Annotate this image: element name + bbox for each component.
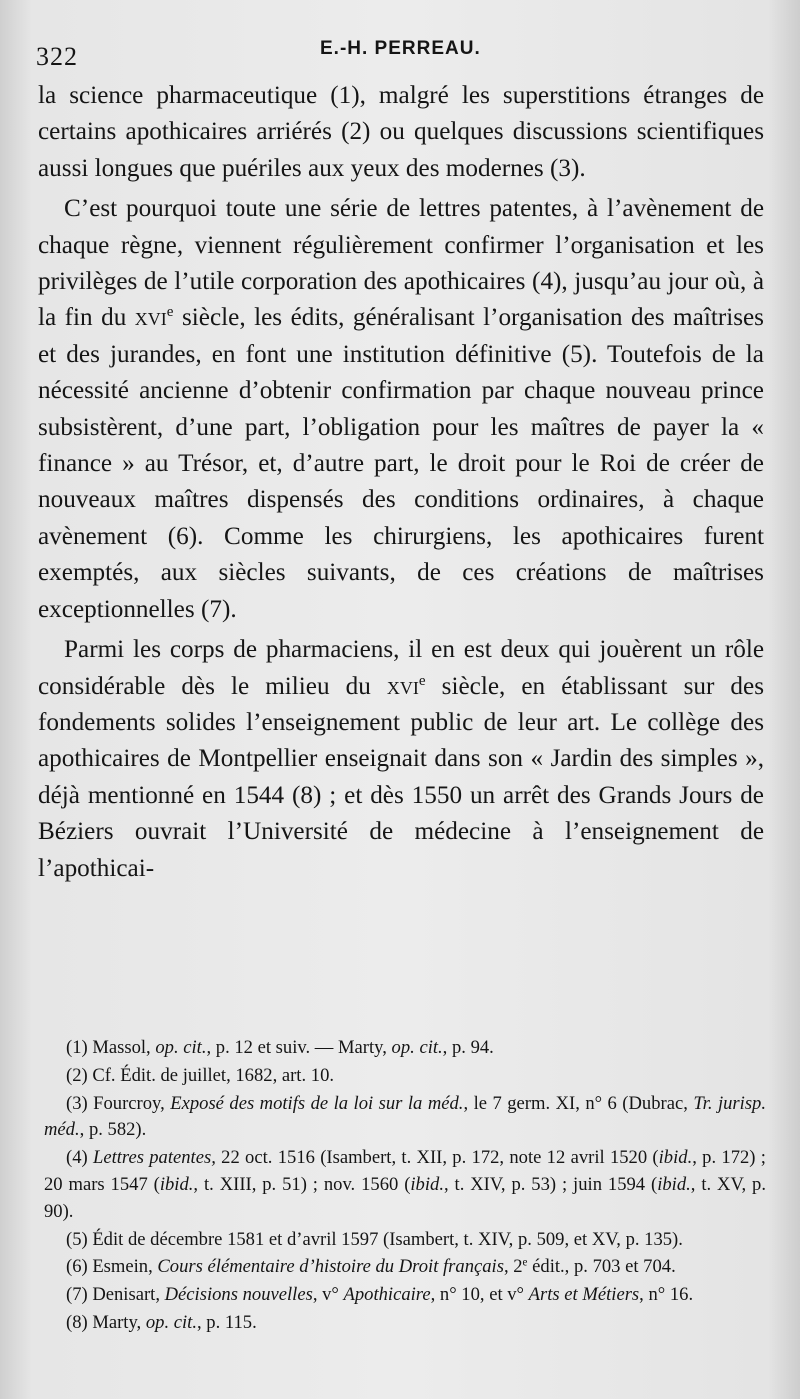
footnote-italic: ibid. — [159, 1173, 194, 1195]
superscript: e — [166, 304, 174, 321]
footnote-italic: Exposé des motifs de la loi sur la méd. — [170, 1092, 464, 1114]
footnote-text: , p. 172) ; 20 mars 1547 ( — [44, 1147, 766, 1195]
footnote-4 — [44, 1145, 766, 1225]
footnote-text: (7) Denisart, — [66, 1284, 165, 1306]
footnote-italic: Lettres patentes, — [92, 1147, 216, 1169]
footnote-text: , v° — [312, 1284, 344, 1306]
footnote-text: , t. XIII, p. 51) ; nov. 1560 ( — [193, 1173, 411, 1195]
paragraph-2-text-a: C’est pourquoi toute une série de lettres patentes, à l’avènement de chaque règne, viennent régulièrement confirmer l’organisation et les privilèges de l’utile corporation des apothicaires (4), jusqu’au jour où, à la fin du — [38, 195, 764, 332]
paragraph-3-text-b: siècle, en établissant sur des fondements solides l’enseignement public de leur art. Le collège des apothicaires de Montpellier enseignait dans son « Jardin des simples », déjà mentionné en 1544 (8) ; et dès 1550 un arrêt des Grands Jours de Béziers ouvrait l’Université de médecine à l’enseignement de l’apothicai- — [38, 672, 764, 882]
footnote-italic: ibid. — [658, 1147, 693, 1169]
footnote-2 — [44, 1063, 766, 1090]
footnote-italic: Décisions nouvelles — [164, 1284, 313, 1306]
body-text — [38, 78, 764, 887]
footnotes — [44, 1035, 766, 1337]
footnote-italic: op. cit. — [145, 1311, 197, 1333]
superscript: e — [418, 672, 426, 689]
footnote-7 — [44, 1282, 766, 1309]
footnote-text: , t. XV, p. 90). — [44, 1173, 766, 1222]
footnote-text: édit., p. 703 et 704. — [527, 1256, 676, 1278]
footnote-text: , 2 — [503, 1256, 523, 1278]
paragraph-3 — [38, 632, 764, 887]
footnote-text: , t. XIV, p. 53) ; juin 1594 ( — [443, 1173, 658, 1195]
footnote-italic: Arts et Métiers — [528, 1284, 640, 1306]
footnote-text: , le 7 germ. XI, n° 6 (Dubrac, — [463, 1092, 694, 1114]
paragraph-1-text: la science pharmaceutique (1), malgré les superstitions étranges de certains apothicaires arriérés (2) ou quelques discussions scientifiques aussi longues que puériles aux yeux des modernes (3). — [38, 82, 764, 182]
footnote-5 — [44, 1227, 766, 1254]
footnote-text: , p. 115. — [196, 1311, 257, 1333]
footnote-text: , n° 10, et v° — [430, 1284, 529, 1306]
paragraph-2 — [38, 191, 764, 628]
footnote-text: (5) Édit de décembre 1581 et d’avril 1597 (Isambert, t. XIV, p. 509, et XV, p. 135). — [66, 1228, 683, 1250]
page-header — [36, 36, 764, 71]
paragraph-2-text-b: siècle, les édits, généralisant l’organisation des maîtrises et des jurandes, en font une institution définitive (5). Toutefois de la nécessité ancienne d’obtenir confirmation par chaque nouveau prince subsistèrent, d’une part, l’obligation pour les maîtres de payer la « finance » au Trésor, et, d’autre part, le droit pour le Roi de créer de nouveaux maîtres dispensés des conditions ordinaires, à chaque avènement (6). Comme les chirurgiens, les apothicaires furent exemptés, aux siècles suivants, de ces créations de maîtrises exceptionnelles (7). — [38, 304, 764, 623]
paragraph-3-text-a: Parmi les corps de pharmaciens, il en est deux qui jouèrent un rôle considérable dès le milieu du — [38, 636, 764, 700]
footnote-text: (3) Fourcroy, — [66, 1092, 171, 1114]
footnote-italic: op. cit. — [155, 1037, 207, 1058]
footnote-6 — [44, 1254, 766, 1281]
page-number: 322 — [36, 42, 78, 71]
footnote-text: , p. 582). — [79, 1119, 147, 1141]
footnote-text: (6) Esmein, — [66, 1256, 158, 1278]
running-head: E.-H. PERREAU. — [320, 38, 481, 59]
footnote-1 — [44, 1035, 766, 1062]
century-numeral: xvi — [386, 672, 419, 700]
footnote-italic: ibid. — [410, 1173, 444, 1195]
superscript: e — [522, 1256, 528, 1269]
footnote-text: (1) Massol, — [66, 1037, 156, 1058]
footnote-text: , n° 16. — [639, 1284, 694, 1306]
footnote-italic: ibid. — [657, 1173, 691, 1195]
footnote-italic: op. cit. — [391, 1037, 443, 1058]
footnote-italic: Apothicaire — [343, 1284, 431, 1306]
footnote-text: , p. 94. — [442, 1037, 494, 1058]
footnote-text: 22 oct. 1516 (Isambert, t. XII, p. 172, note 12 avril 1520 ( — [215, 1147, 659, 1169]
footnote-text: (4) — [66, 1147, 93, 1169]
footnote-italic: Cours élémentaire d’histoire du Droit français — [157, 1256, 504, 1278]
paragraph-1 — [38, 78, 764, 187]
footnote-8 — [44, 1310, 766, 1337]
footnote-italic: Tr. jurisp. méd. — [44, 1092, 767, 1141]
footnote-text: (2) Cf. Édit. de juillet, 1682, art. 10. — [66, 1064, 335, 1086]
footnote-3 — [44, 1091, 766, 1145]
century-numeral: xvi — [134, 304, 167, 332]
footnote-text: (8) Marty, — [66, 1311, 146, 1333]
footnote-text: , p. 12 et suiv. — Marty, — [206, 1037, 392, 1058]
